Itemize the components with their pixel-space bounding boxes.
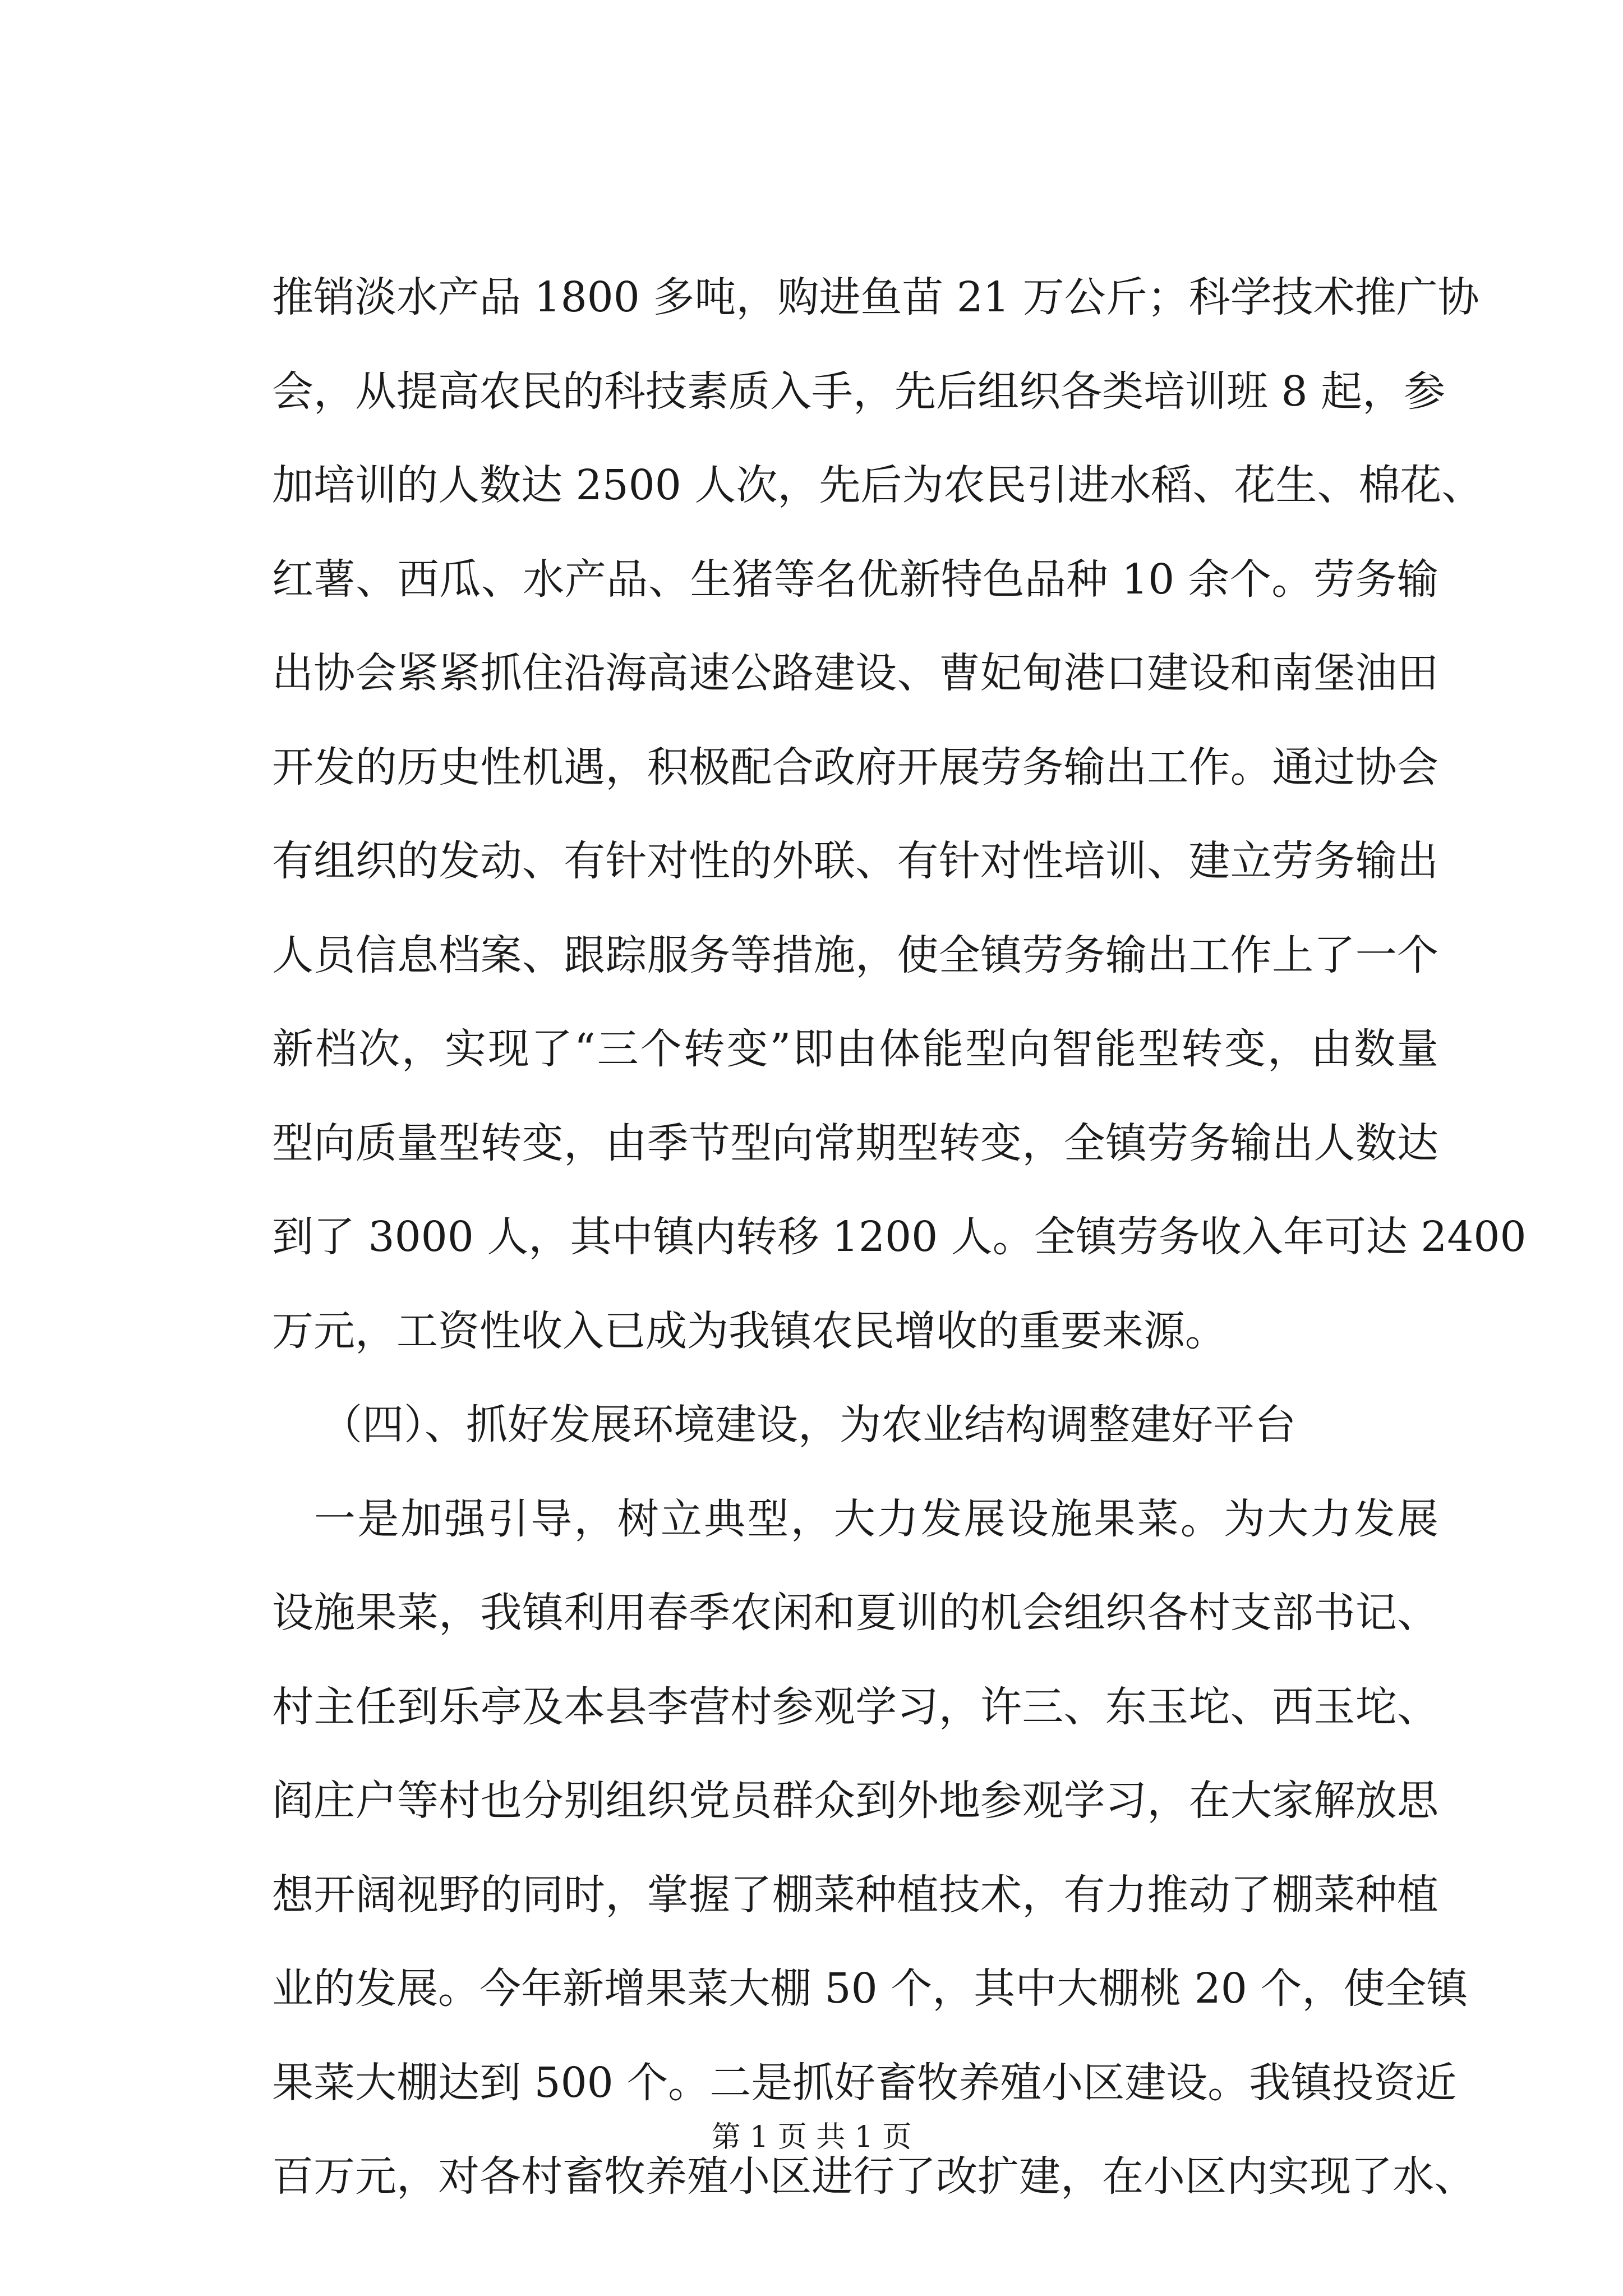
text-line: 一是加强引导，树立典型，大力发展设施果菜。为大力发展: [314, 1495, 1438, 1543]
text-line: 果菜大棚达到 500 个。二是抓好畜牧养殖小区建设。我镇投资近: [272, 2059, 1457, 2107]
text-line: 人员信息档案、跟踪服务等措施，使全镇劳务输出工作上了一个: [272, 931, 1438, 979]
text-line: 到了 3000 人，其中镇内转移 1200 人。全镇劳务收入年可达 2400: [272, 1213, 1527, 1261]
text-line: 想开阔视野的同时，掌握了棚菜种植技术，有力推动了棚菜种植: [272, 1871, 1438, 1919]
section-heading: （四）、抓好发展环境建设，为农业结构调整建好平台: [321, 1401, 1296, 1449]
text-line: 加培训的人数达 2500 人次，先后为农民引进水稻、花生、棉花、: [272, 461, 1483, 509]
text-line: 出协会紧紧抓住沿海高速公路建设、曹妃甸港口建设和南堡油田: [272, 649, 1438, 697]
text-line: 会，从提高农民的科技素质入手，先后组织各类培训班 8 起，参: [272, 367, 1446, 416]
text-line: 阎庄户等村也分别组织党员群众到外地参观学习，在大家解放思: [272, 1777, 1438, 1825]
text-line: 百万元，对各村畜牧养殖小区进行了改扩建，在小区内实现了水、: [272, 2152, 1476, 2201]
text-line: 业的发展。今年新增果菜大棚 50 个，其中大棚桃 20 个，使全镇: [272, 1964, 1468, 2013]
text-line: 设施果菜，我镇利用春季农闲和夏训的机会组织各村支部书记、: [272, 1589, 1438, 1637]
text-line: 村主任到乐亭及本县李营村参观学习，许三、东玉坨、西玉坨、: [272, 1683, 1438, 1731]
text-line: 新档次，实现了“三个转变”即由体能型向智能型转变，由数量: [272, 1025, 1438, 1073]
text-line: 万元，工资性收入已成为我镇农民增收的重要来源。: [272, 1307, 1227, 1355]
page-number-label: 第 1 页 共 1 页: [711, 2120, 912, 2154]
text-line: 有组织的发动、有针对性的外联、有针对性培训、建立劳务输出: [272, 837, 1438, 885]
text-line: 型向质量型转变，由季节型向常期型转变，全镇劳务输出人数达: [272, 1119, 1438, 1167]
page-footer: [0, 2118, 1623, 2157]
text-line: 红薯、西瓜、水产品、生猪等名优新特色品种 10 余个。劳务输: [272, 555, 1438, 604]
text-line: 开发的历史性机遇，积极配合政府开展劳务输出工作。通过协会: [272, 743, 1438, 792]
text-line: 推销淡水产品 1800 多吨，购进鱼苗 21 万公斤；科学技术推广协: [272, 273, 1479, 321]
